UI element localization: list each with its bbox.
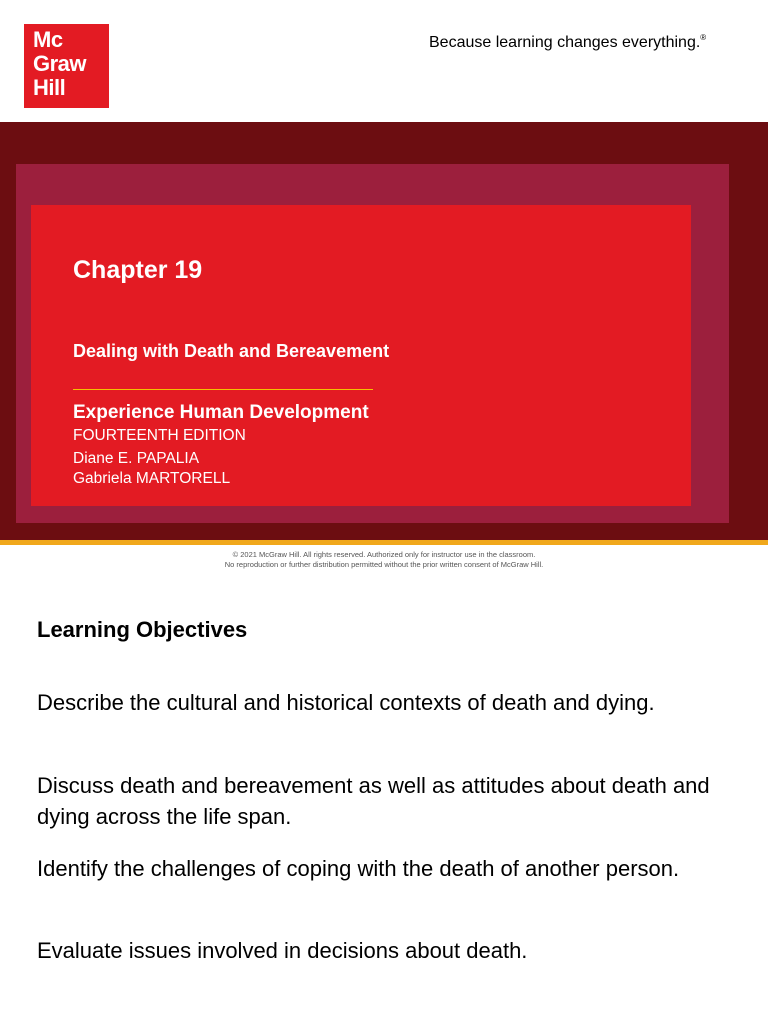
author-1: Diane E. PAPALIA (73, 450, 200, 467)
author-2: Gabriela MARTORELL (73, 470, 231, 487)
tagline-text: Because learning changes everything. (429, 34, 701, 51)
objective-item: Discuss death and bereavement as well as attitudes about death and dying across the life span. (37, 773, 710, 829)
tagline (429, 33, 706, 52)
logo-line-3: Hill (33, 75, 66, 100)
objective-item: Describe the cultural and historical contexts of death and dying. (37, 690, 655, 715)
logo-line-1: Mc (33, 27, 63, 52)
objective-item: Evaluate issues involved in decisions about death. (37, 938, 528, 963)
objective-item: Identify the challenges of coping with the death of another person. (37, 856, 680, 881)
mcgraw-hill-logo (24, 24, 109, 108)
registered-mark: ® (700, 33, 707, 42)
book-title: Experience Human Development (73, 402, 369, 423)
logo-line-2: Graw (33, 51, 87, 76)
copyright-notice (0, 550, 768, 570)
gold-rule (0, 540, 768, 545)
chapter-number: Chapter 19 (73, 256, 203, 284)
objectives-heading: Learning Objectives (37, 617, 248, 642)
chapter-title: Dealing with Death and Bereavement (73, 341, 390, 361)
edition: FOURTEENTH EDITION (73, 427, 246, 444)
title-divider (73, 389, 373, 390)
copyright-line-1: © 2021 McGraw Hill. All rights reserved. Authorized only for instructor use in the classroom. (232, 550, 536, 559)
copyright-line-2: No reproduction or further distribution permitted without the prior written consent of McGraw Hill. (224, 560, 544, 569)
